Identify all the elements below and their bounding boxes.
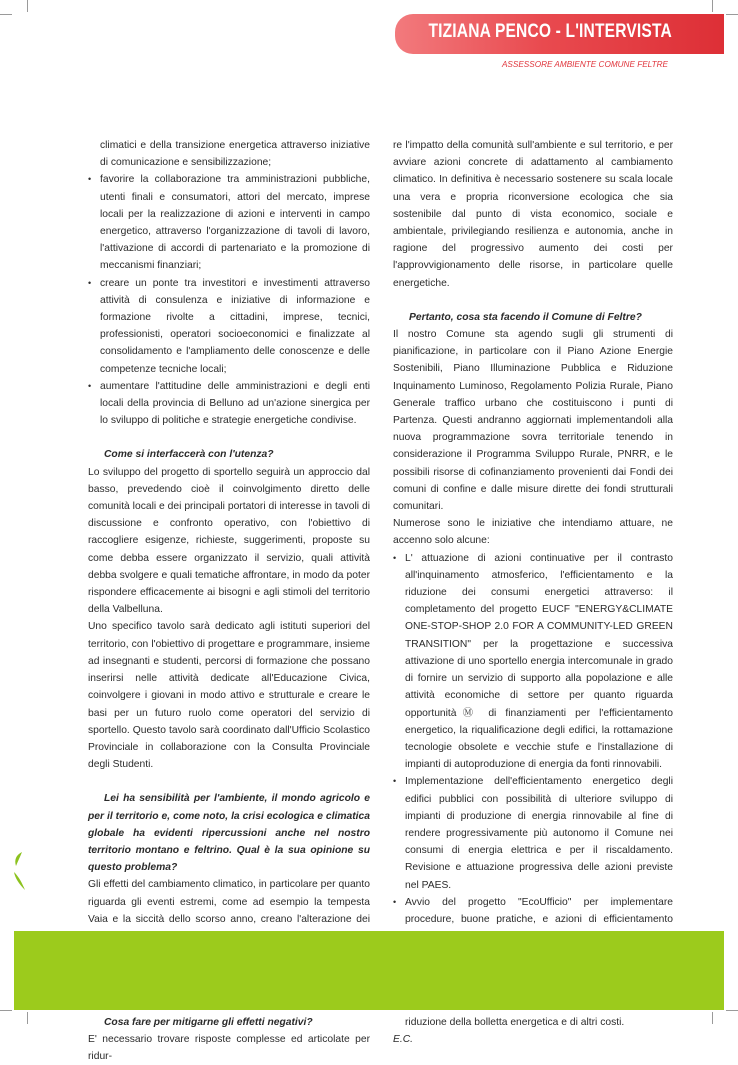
question-heading: Cosa fare per mitigarne gli effetti negativi? (104, 1016, 313, 1028)
page-title: TIZIANA PENCO - L'INTERVISTA (428, 21, 672, 42)
paragraph: Lo sviluppo del progetto di sportello seguirà un approccio dal basso, prevedendo cioè il coinvolgimento diretto delle comunità locali e dei principali portatori di interesse in tavoli di discussione e confronto operativo, con l'obiettivo di raccogliere esigenze, richieste, suggerimenti, proposte su come debba essere organizzato il servizio, quali attività debba svolgere e quali tematiche affrontare, in modo da poter rispondere efficacemente ai bisogni e agli stimoli del territorio della Valbelluna. (88, 466, 370, 616)
right-column (393, 137, 673, 1049)
crop-mark (0, 14, 12, 15)
crop-mark (726, 14, 738, 15)
crop-mark (712, 1012, 713, 1024)
list-item: • creare un ponte tra investitori e investimenti attraverso attività di consulenza e iniziative di informazione e formazione rivolte a cittadini, imprese, tecnici, professionisti, operatori socioeconomici e finalizzate al consolidamento e l'ampliamento delle conoscenze e delle competenze tecniche locali; (88, 275, 370, 378)
author-signature: E.C. (393, 1034, 414, 1046)
left-column (88, 137, 370, 1065)
leaf-icon (12, 852, 24, 869)
paragraph: Numerose sono le iniziative che intendiamo attuare, ne accenno solo alcune: (393, 518, 673, 547)
list-item: • Implementazione dell'efficientamento energetico degli edifici pubblici con possibilità di ulteriore sviluppo di impianti di produzione di energia rinnovabile al fine di rendere progressivamente più autonomo il Comune nei consumi di energia elettrica e per il riscaldamento. Revisione e attuazione progressiva delle azioni previste nel PAES. (393, 773, 673, 893)
paragraph: Il nostro Comune sta agendo sugli gli strumenti di pianificazione, in particolare con il Piano Azione Energie Sostenibili, Piano Illuminazione Pubblica e Riduzione Inquinamento Luminoso, Regolamento Polizia Rurale, Piano Generale traffico urbano che costituiscono i punti di Partenza. Questi andranno aggiornati implementandoli alla nuova programmazione sovra territoriale tenendo in considerazione il Programma Sviluppo Rurale, PNRR, e le possibili risorse di cofinanziamento provenienti dai Fondi dei comuni di confine e dalle misure dirette dei fondi strutturali comunitari. (393, 329, 673, 513)
list-item: • L' attuazione di azioni continuative per il contrasto all'inquinamento atmosferico, l'efficientamento e la riduzione dei consumi energetici attraverso: il completamento del progetto EUCF "ENERGY&CLIMATE ONE-STOP-SHOP 2.0 FOR A COMMUNITY-LED GREEN TRANSITION" per la progettazione e successiva attivazione di uno sportello energia intercomunale in grado di fornire un servizio di supporto alla popolazione e alle attività economiche di settore per quanto riguarda opportunitàⓂ di finanziamenti per l'efficientamento energetico, la riqualificazione degli edifici, la rottamazione tecnologie obsolete e vecchie stufe e l'installazione di impianti di autoproduzione di energia da fonti rinnovabili. (393, 550, 673, 774)
leaf-icon (12, 872, 26, 893)
crop-mark (27, 0, 28, 12)
page-subtitle: ASSESSORE AMBIENTE COMUNE FELTRE (501, 60, 668, 69)
crop-mark (0, 1010, 12, 1011)
crop-mark (726, 1010, 738, 1011)
paragraph: re l'impatto della comunità sull'ambiente e sul territorio, e per avviare azioni concrete di adattamento al cambiamento climatico. In definitiva è necessario sostenere su scala locale una vera e propria riconversione ecologica che sia sostenibile dal punto di vista economico, sociale e ambientale, privilegiando resilienza e autonomia, anche in ragione del progressivo aumento dei costi per l'approvvigionamento delle risorse, in particolare quelle energetiche. (393, 140, 673, 289)
crop-mark (712, 0, 713, 12)
list-item: • aumentare l'attitudine delle amministrazioni e degli enti locali della provincia di Belluno ad un'azione sinergica per lo sviluppo di politiche e strategie energetiche condivise. (88, 378, 370, 430)
footer-bar (14, 931, 724, 1010)
paragraph: climatici e della transizione energetica attraverso iniziative di comunicazione e sensibilizzazione; (100, 140, 370, 169)
list-item: • Avvio del progetto "EcoUfficio" per implementare procedure, buone pratiche, e azioni di efficientamento riduzione della bolletta energetica e di altri costi. (393, 894, 673, 1032)
paragraph: E' necessario trovare risposte complesse ed articolate per ridur- (88, 1033, 370, 1063)
crop-mark (27, 1012, 28, 1024)
question-heading: Lei ha sensibilità per l'ambiente, il mondo agricolo e per il territorio e, come noto, la crisi ecologica e climatica globale ha evidenti ripercussioni anche nel nostro territorio montano e feltrino. Qual è la sua opinione su questo problema? (88, 793, 370, 874)
list-item: • favorire la collaborazione tra amministrazioni pubbliche, utenti finali e consumatori, attori del mercato, imprese locali per la realizzazione di azioni e interventi in campo energetico, attraverso l'organizzazione di tavoli di lavoro, l'attivazione di accordi di partenariato e la promozione di meccanismi finanziari; (88, 171, 370, 274)
bullet-list (88, 171, 370, 429)
paragraph: Gli effetti del cambiamento climatico, in particolare per quanto riguarda gli eventi estremi, come ad esempio la tempesta Vaia e la siccità dello scorso anno, creano l'alterazione dei (88, 879, 370, 925)
paragraph: Uno specifico tavolo sarà dedicato agli istituti superiori del territorio, con l'obiettivo di progettare e programmare, insieme ad insegnanti e studenti, percorsi di formazione che possano inserirsi nelle attività dedicate all'Educazione Civica, coinvolgere i giovani in modo attivo e strutturale e creare le basi per un futuro ruolo come operatori del servizio di sportello. Questo tavolo sarà coordinato dall'Ufficio Scolastico Provinciale in collaborazione con la Consulta Provinciale degli Studenti. (88, 621, 370, 771)
question-heading: Pertanto, cosa sta facendo il Comune di Feltre? (409, 311, 642, 323)
question-heading: Come si interfaccerà con l'utenza? (104, 449, 274, 461)
